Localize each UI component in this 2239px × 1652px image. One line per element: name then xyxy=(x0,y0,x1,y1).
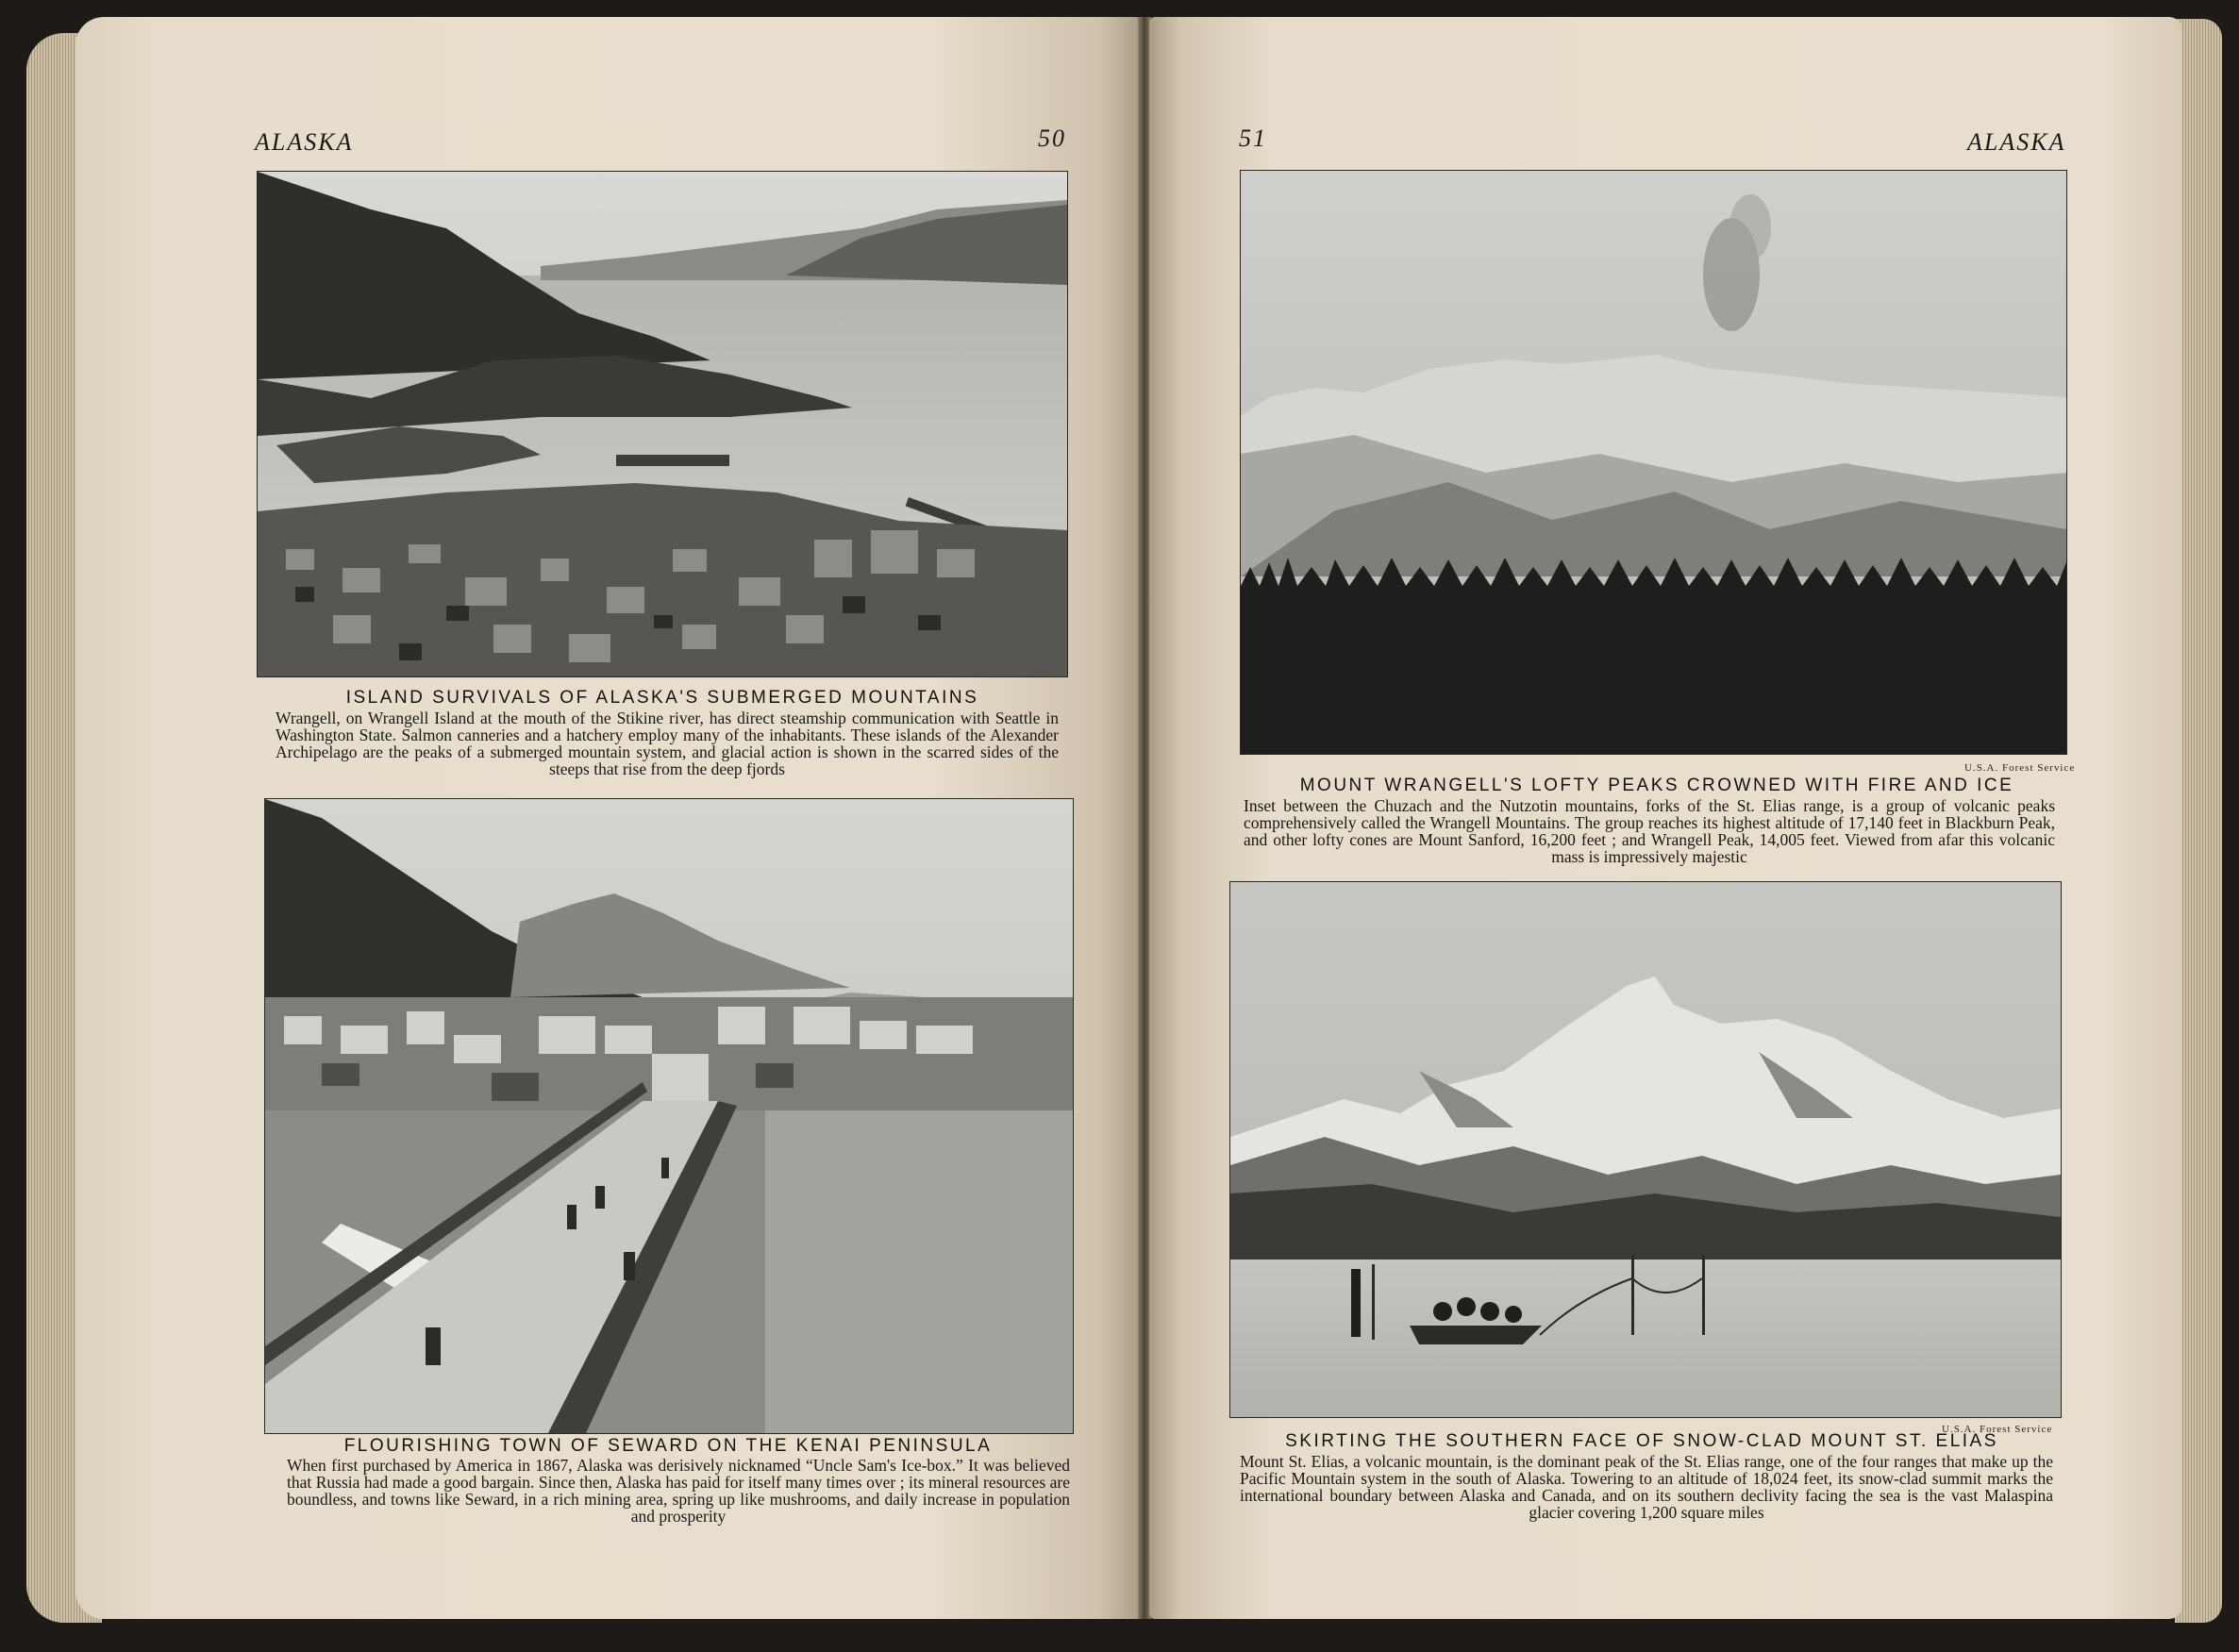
photo-wrangell-harbor xyxy=(257,171,1068,677)
photo-mount-wrangell xyxy=(1240,170,2067,755)
left-running-head: ALASKA xyxy=(255,128,354,156)
right-top-caption-title: MOUNT WRANGELL'S LOFTY PEAKS CROWNED WITH FIRE AND ICE xyxy=(1299,776,2014,795)
left-top-caption-title: ISLAND SURVIVALS OF ALASKA'S SUBMERGED MOUNTAINS xyxy=(345,688,979,708)
right-top-caption-body: Inset between the Chuzach and the Nutzotin mountains, forks of the St. Elias range, is a group of volcanic peaks comprehensively called the Wrangell Mountains. The group reaches its highest altitude of 17,140 feet in Blackburn Peak, and other lofty cones are Mount Sanford, 16,200 feet ; and Wrangell Peak, 14,005 feet. Viewed from afar this volcanic mass is impressively majestic xyxy=(1244,796,2055,866)
left-bottom-caption-title: FLOURISHING TOWN OF SEWARD ON THE KENAI PENINSULA xyxy=(343,1436,993,1456)
left-top-caption-body: Wrangell, on Wrangell Island at the mouth of the Stikine river, has direct steamship communication with Seattle in Washington State. Salmon canneries and a hatchery employ many of the inhabitants. These islands of the Alexander Archipelago are the peaks of a submerged mountain system, and glacial action is shown in the scarred sides of the steeps that rise from the deep fjords xyxy=(276,709,1059,778)
left-bottom-caption-body: When first purchased by America in 1867, Alaska was derisively nicknamed “Uncle Sam's Ice-box.” It was believed that Russia had made a good bargain. Since then, Alaska has paid for itself many times over ; its mineral resources are boundless, and towns like Seward, in a rich mining area, spring up like mushrooms, and daily increase in population and prosperity xyxy=(287,1456,1070,1526)
right-running-head: ALASKA xyxy=(1967,128,2066,156)
left-page-number: 50 xyxy=(1038,125,1066,152)
photo-seward-town xyxy=(264,798,1074,1434)
right-page-number: 51 xyxy=(1239,125,1267,152)
wrangell-photo-credit: U.S.A. Forest Service xyxy=(1964,762,2076,774)
right-bottom-caption-body: Mount St. Elias, a volcanic mountain, is the dominant peak of the St. Elias range, one of the four ranges that make up the Pacific Mountain system in the south of Alaska. Towering to an altitude of 18,024 feet, its snow-clad summit marks the international boundary between Alaska and Canada, and on its southern declivity facing the sea is the vast Malaspina glacier covering 1,200 square miles xyxy=(1240,1452,2053,1522)
right-bottom-caption-title: SKIRTING THE SOUTHERN FACE OF SNOW-CLAD MOUNT ST. ELIAS xyxy=(1285,1431,1998,1451)
photo-mount-st-elias xyxy=(1229,881,2062,1418)
st-elias-photo-credit: U.S.A. Forest Service xyxy=(1942,1424,2053,1435)
